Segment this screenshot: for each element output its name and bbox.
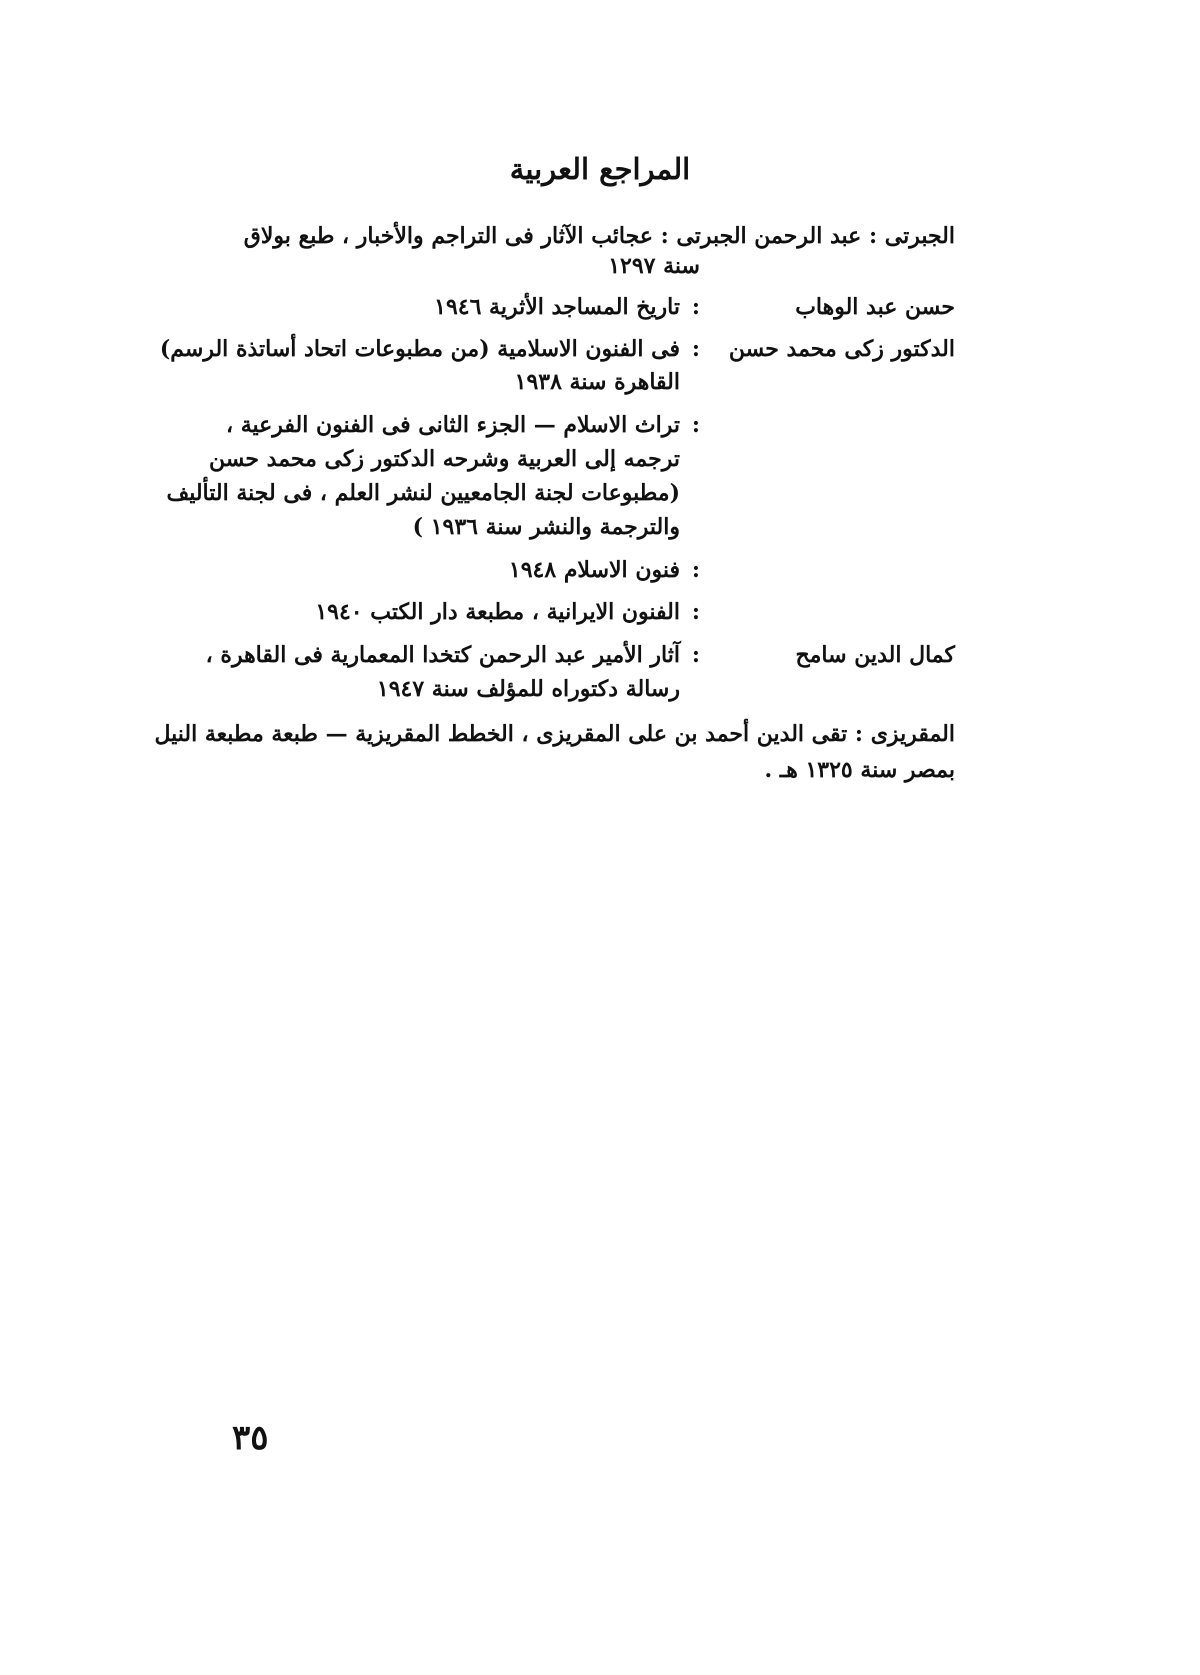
author-kamal: كمال الدين سامح: [795, 642, 955, 668]
work-kamal-line1: آثار الأمير عبد الرحمن كتخدا المعمارية فى القاهرة ،: [205, 642, 680, 668]
work-zaki-1-line1: فى الفنون الاسلامية (من مطبوعات اتحاد أساتذة الرسم): [159, 336, 680, 362]
work-zaki-4: الفنون الايرانية ، مطبعة دار الكتب ١٩٤٠: [315, 599, 680, 625]
page-title: المراجع العربية: [509, 152, 691, 186]
work-zaki-3: فنون الاسلام ١٩٤٨: [508, 557, 680, 583]
work-zaki-2-line4: والترجمة والنشر سنة ١٩٣٦ ): [412, 514, 680, 540]
colon-zaki-4: :: [691, 599, 700, 625]
page-number: ٣٥: [232, 1418, 269, 1458]
entry-jabarti-line1: الجبرتى : عبد الرحمن الجبرتى : عجائب الآثار فى التراجم والأخبار ، طبع بولاق: [243, 223, 955, 249]
entry-maqrizi-line2: بمصر سنة ١٣٢٥ هـ .: [764, 757, 955, 783]
work-kamal-line2: رسالة دكتوراه للمؤلف سنة ١٩٤٧: [376, 676, 680, 702]
work-zaki-2-line3: (مطبوعات لجنة الجامعيين لنشر العلم ، فى لجنة التأليف: [166, 480, 680, 506]
work-zaki-2-line1: تراث الاسلام — الجزء الثانى فى الفنون الفرعية ،: [225, 412, 680, 438]
colon-kamal: :: [691, 642, 700, 668]
colon-hasan: :: [691, 294, 700, 320]
entry-maqrizi-line1: المقريزى : تقى الدين أحمد بن على المقريزى ، الخطط المقريزية — طبعة مطبعة النيل: [154, 721, 955, 747]
colon-zaki-2: :: [691, 412, 700, 438]
colon-zaki-3: :: [691, 557, 700, 583]
entry-jabarti-line2: سنة ١٢٩٧: [608, 253, 700, 279]
work-zaki-1-line2: القاهرة سنة ١٩٣٨: [514, 369, 680, 395]
work-hasan: تاريخ المساجد الأثرية ١٩٤٦: [434, 294, 680, 320]
colon-zaki-1: :: [691, 336, 700, 362]
author-hasan: حسن عبد الوهاب: [795, 294, 955, 320]
author-zaki: الدكتور زكى محمد حسن: [728, 336, 955, 362]
work-zaki-2-line2: ترجمه إلى العربية وشرحه الدكتور زكى محمد حسن: [209, 446, 680, 472]
